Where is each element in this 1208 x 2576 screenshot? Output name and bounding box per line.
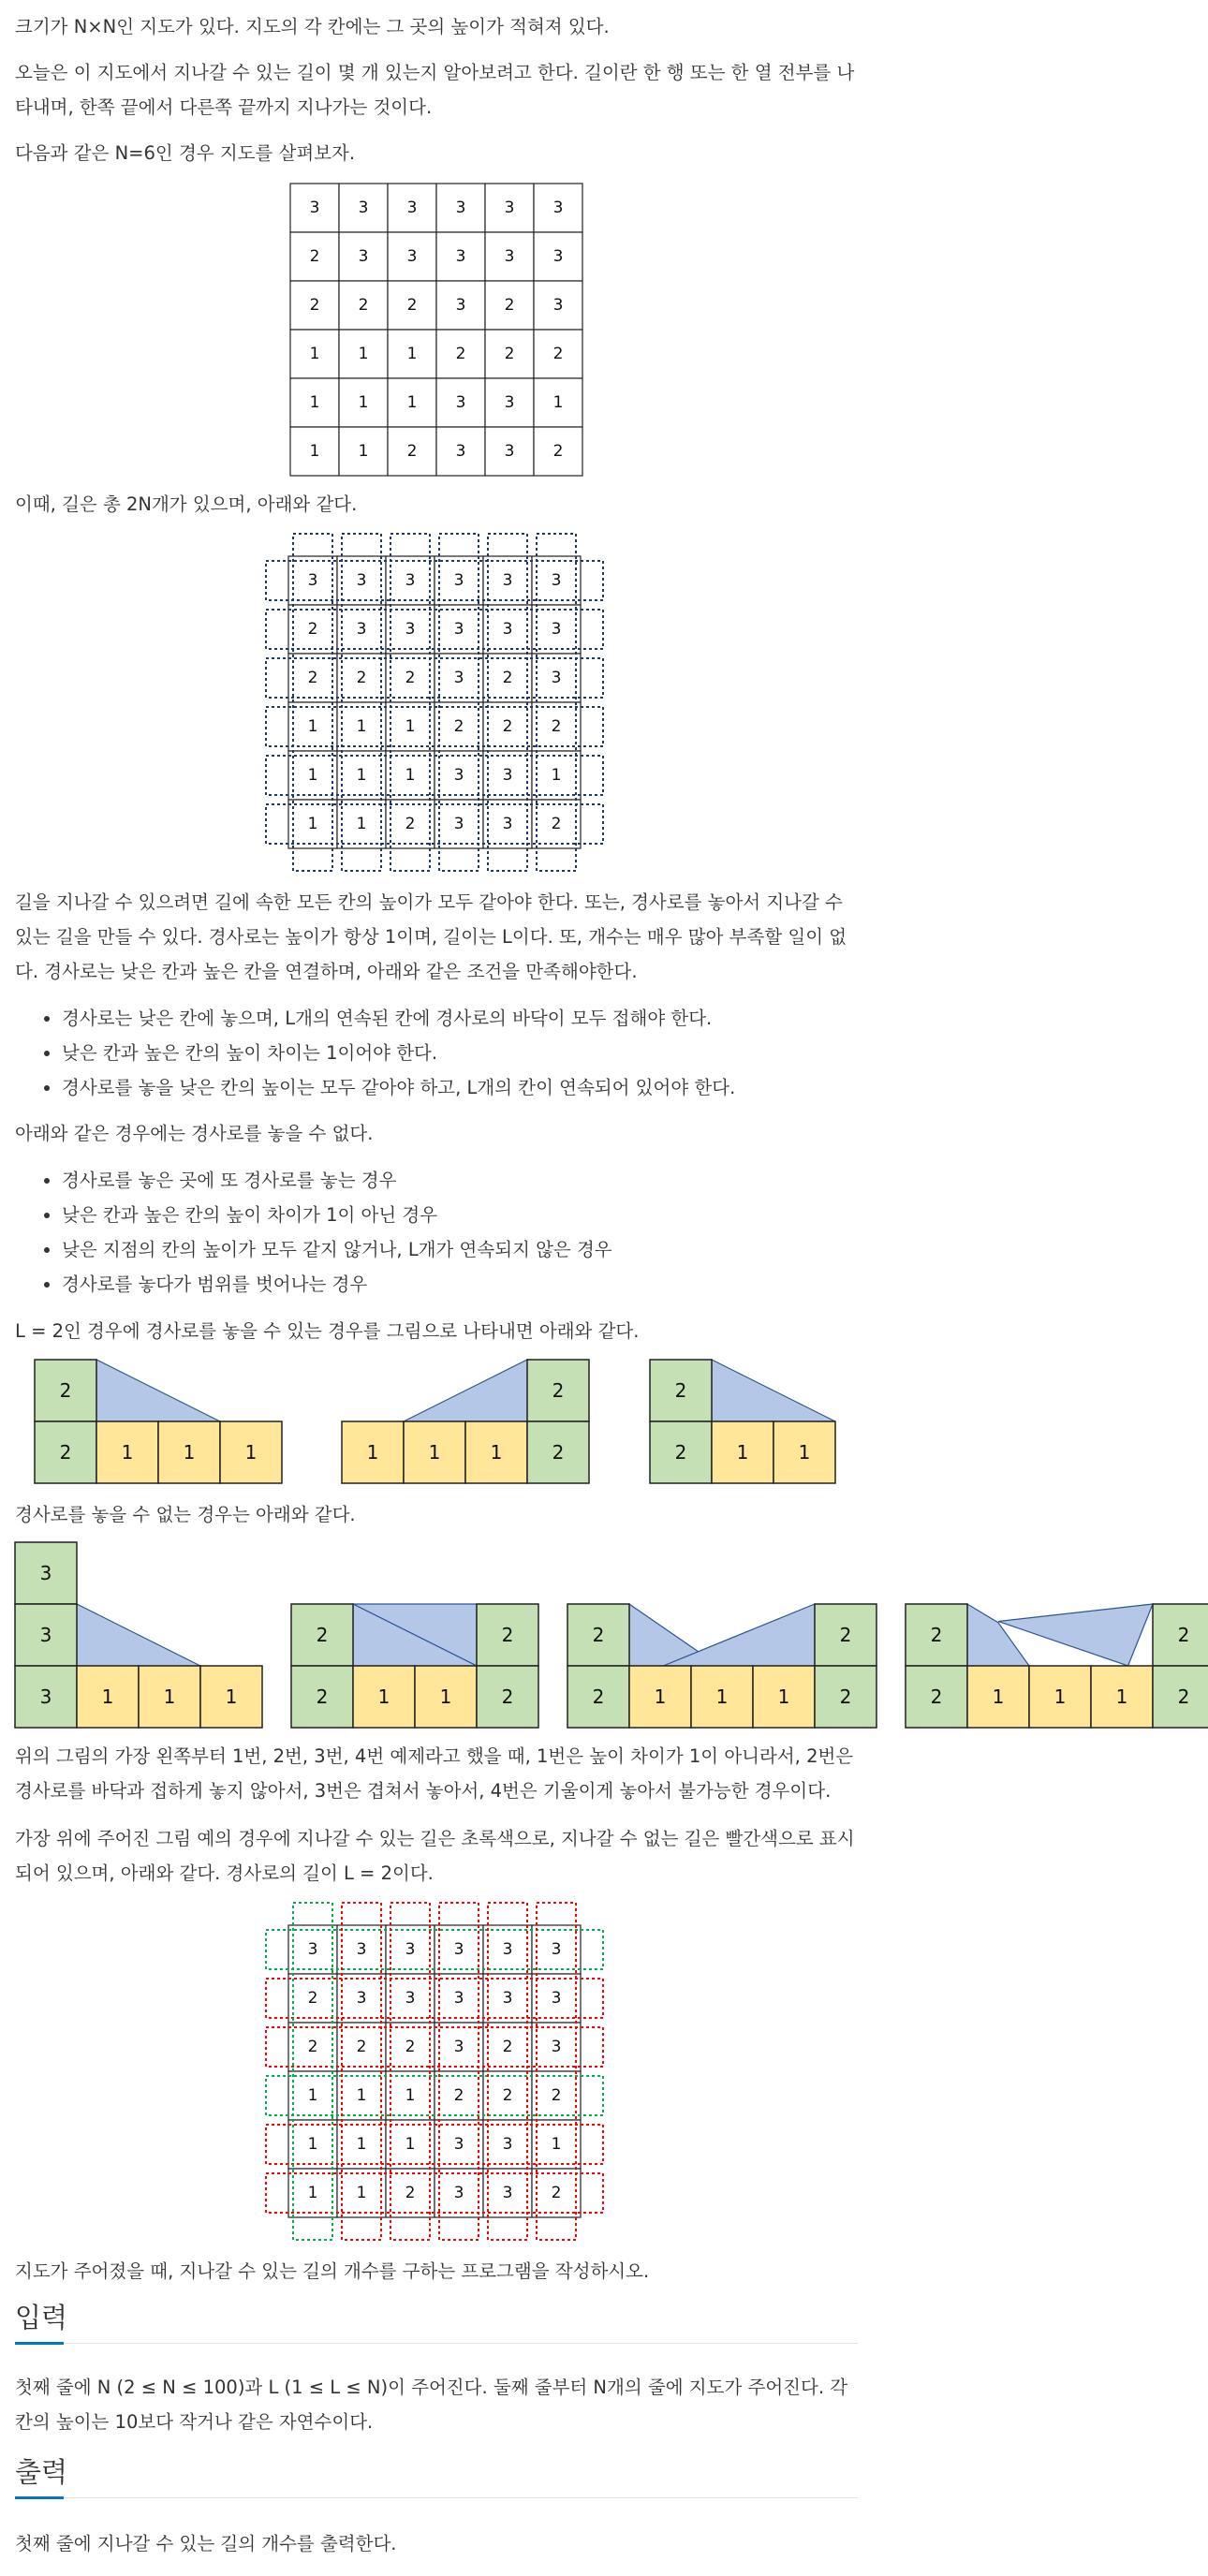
map-cell-value: 1	[356, 2184, 367, 2202]
map-cell-value: 2	[406, 296, 418, 315]
map-cell-value: 1	[307, 717, 318, 736]
map-cell-value: 1	[358, 393, 369, 412]
map-cell-value: 3	[405, 1940, 416, 1959]
map-cell-value: 3	[551, 2038, 562, 2056]
map-cell-value: 3	[356, 620, 367, 639]
all-roads-figure	[262, 530, 611, 878]
map-cell-value: 2	[455, 345, 466, 363]
input-heading-divider	[15, 2343, 858, 2344]
output-heading-accent	[15, 2496, 64, 2499]
impossible-cases-list	[15, 1163, 905, 1302]
map-cell-value: 3	[551, 571, 562, 590]
map-cell-value: 3	[502, 766, 513, 785]
slope-rules-paragraph: 길을 지나갈 수 있으려면 길에 속한 모든 칸의 높이가 모두 같아야 한다. 또는, 경사로를 놓아서 지나갈 수 있는 길을 만들 수 있다. 경사로는 높이가 항상 1이며, 길이는 L이다. 또, 개수는 매우 많아 부족할 일이 없다. 경사로는 낮은 칸과 높은 칸을 연결하며, 아래와 같은 조건을 만족해야한다.	[15, 891, 847, 982]
map-cell-value: 3	[502, 571, 513, 590]
height-block-value: 2	[59, 1379, 72, 1402]
output-description: 첫째 줄에 지나갈 수 있는 길의 개수를 출력한다.	[15, 2533, 397, 2554]
map-cell-value: 3	[453, 571, 464, 590]
map-cell-value: 1	[405, 717, 416, 736]
height-block-value: 2	[316, 1624, 329, 1646]
slope-ramp	[96, 1360, 220, 1421]
map-cell-value: 3	[406, 247, 418, 266]
impossible-case-item: • 낮은 칸과 높은 칸의 높이 차이가 1이 아닌 경우	[62, 1198, 905, 1232]
map-cell-value: 3	[356, 1940, 367, 1959]
map-cell-value: 2	[307, 1989, 318, 2008]
impossible-case-item: • 낮은 지점의 칸의 높이가 모두 같지 않거나, L개가 연속되지 않은 경우	[62, 1232, 905, 1267]
height-block-value: 2	[316, 1685, 329, 1708]
map-cell-value: 3	[504, 393, 515, 412]
map-cell-value: 2	[405, 815, 416, 833]
output-heading: 출력	[15, 2456, 68, 2488]
height-block-value: 2	[592, 1685, 605, 1708]
height-block-value: 2	[674, 1379, 687, 1402]
height-block-value: 2	[930, 1624, 943, 1646]
map-cell-value: 3	[502, 1940, 513, 1959]
map-cell-value: 2	[405, 2184, 416, 2202]
map-cell-value: 2	[502, 2038, 513, 2056]
map-cell-value: 2	[502, 669, 513, 687]
condition-item: • 경사로는 낮은 칸에 놓으며, L개의 연속된 칸에 경사로의 바닥이 모두 접해야 한다.	[62, 1001, 905, 1036]
height-block-value: 1	[736, 1441, 749, 1464]
map-cell-value: 1	[307, 815, 318, 833]
map-cell-value: 3	[502, 2135, 513, 2154]
map-cell-value: 3	[453, 669, 464, 687]
map-cell-value: 2	[405, 669, 416, 687]
task-paragraph: 지도가 주어졌을 때, 지나갈 수 있는 길의 개수를 구하는 프로그램을 작성하시오.	[15, 2260, 650, 2282]
slope-ramp	[404, 1360, 527, 1421]
map-cell-value: 1	[551, 766, 562, 785]
height-block-value: 3	[39, 1562, 52, 1584]
height-block-value: 1	[183, 1441, 196, 1464]
input-heading: 입력	[15, 2302, 68, 2333]
slope-ramp	[663, 1604, 815, 1666]
map-cell-value: 3	[502, 815, 513, 833]
map-cell-value: 3	[551, 1940, 562, 1959]
map-cell-value: 2	[552, 442, 564, 461]
intro-paragraph: 크기가 N×N인 지도가 있다. 지도의 각 칸에는 그 곳의 높이가 적혀져 있다.	[15, 16, 610, 37]
map-cell-value: 1	[551, 2135, 562, 2154]
map-cell-value: 3	[552, 247, 564, 266]
map-cell-value: 1	[307, 766, 318, 785]
height-block-value: 1	[366, 1441, 379, 1464]
slope-conditions-list	[15, 1001, 905, 1105]
height-block-value: 1	[428, 1441, 441, 1464]
map-cell-value: 2	[307, 620, 318, 639]
map-cell-value: 2	[551, 717, 562, 736]
height-block-value: 3	[39, 1624, 52, 1646]
map-cell-value: 3	[307, 1940, 318, 1959]
condition-item: • 낮은 칸과 높은 칸의 높이 차이는 1이어야 한다.	[62, 1036, 905, 1070]
slope-ramp	[712, 1360, 835, 1421]
map-cell-value: 3	[405, 571, 416, 590]
map-cell-value: 2	[309, 247, 320, 266]
map-cell-value: 3	[309, 199, 320, 217]
color-legend-paragraph: 가장 위에 주어진 그림 예의 경우에 지나갈 수 있는 길은 초록색으로, 지나갈 수 없는 길은 빨간색으로 표시되어 있으며, 아래와 같다. 경사로의 길이 L = 2이다.	[15, 1828, 855, 1884]
height-block-value: 1	[163, 1685, 176, 1708]
height-block-value: 2	[501, 1685, 514, 1708]
height-block-value: 1	[777, 1685, 790, 1708]
map-cell-value: 3	[453, 766, 464, 785]
height-block-value: 2	[552, 1441, 565, 1464]
height-block-value: 1	[244, 1441, 258, 1464]
height-block-value: 2	[59, 1441, 72, 1464]
height-block-value: 2	[552, 1379, 565, 1402]
map-cell-value: 3	[453, 2135, 464, 2154]
map-cell-value: 1	[405, 766, 416, 785]
map-cell-value: 2	[307, 669, 318, 687]
height-block-value: 2	[674, 1441, 687, 1464]
height-block-value: 1	[992, 1685, 1005, 1708]
map-cell-value: 2	[551, 2184, 562, 2202]
map-cell-value: 3	[453, 2038, 464, 2056]
map-cell-value: 3	[453, 1989, 464, 2008]
roads-definition-paragraph: 오늘은 이 지도에서 지나갈 수 있는 길이 몇 개 있는지 알아보려고 한다. 길이란 한 행 또는 한 열 전부를 나타내며, 한쪽 끝에서 다른쪽 끝까지 지나가는 것이다.	[15, 62, 855, 118]
impossible-case-item: • 경사로를 놓은 곳에 또 경사로를 놓는 경우	[62, 1163, 905, 1198]
possible-slopes-figure	[0, 1356, 899, 1487]
map-cell-value: 2	[405, 2038, 416, 2056]
map-cell-value: 1	[309, 442, 320, 461]
impossible-slopes-paragraph: 경사로를 놓을 수 없는 경우는 아래와 같다.	[15, 1504, 356, 1525]
input-description: 첫째 줄에 N (2 ≤ N ≤ 100)과 L (1 ≤ L ≤ N)이 주어진다. 둘째 줄부터 N개의 줄에 지도가 주어진다. 각 칸의 높이는 10보다 작거나 같은 자연수이다.	[15, 2377, 848, 2433]
height-block-value: 2	[592, 1624, 605, 1646]
map-cell-value: 1	[356, 2086, 367, 2105]
map-cell-value: 1	[309, 345, 320, 363]
height-block-value: 1	[490, 1441, 503, 1464]
map-cell-value: 3	[405, 1989, 416, 2008]
map-cell-value: 1	[309, 393, 320, 412]
map-cell-value: 3	[455, 247, 466, 266]
map-cell-value: 1	[307, 2086, 318, 2105]
map-cell-value: 1	[307, 2184, 318, 2202]
map-cell-value: 1	[356, 815, 367, 833]
map-cell-value: 3	[551, 669, 562, 687]
map-cell-value: 1	[405, 2086, 416, 2105]
impossible-slopes-figure	[0, 1540, 1208, 1732]
map-cell-value: 3	[504, 442, 515, 461]
examples-explanation-paragraph: 위의 그림의 가장 왼쪽부터 1번, 2번, 3번, 4번 예제라고 했을 때, 1번은 높이 차이가 1이 아니라서, 2번은 경사로를 바닥과 접하게 놓지 않아서, 3번은 겹쳐서 놓아서, 4번은 기울이게 놓아서 불가능한 경우이다.	[15, 1745, 854, 1802]
map-cell-value: 1	[552, 393, 564, 412]
result-roads-figure	[262, 1899, 611, 2247]
height-block-value: 1	[225, 1685, 238, 1708]
height-block-value: 1	[654, 1685, 667, 1708]
map-cell-value: 2	[453, 717, 464, 736]
height-block-value: 1	[1115, 1685, 1128, 1708]
map-cell-value: 2	[551, 2086, 562, 2105]
height-block-value: 2	[1177, 1685, 1190, 1708]
map-cell-value: 1	[406, 393, 418, 412]
condition-item: • 경사로를 놓을 낮은 칸의 높이는 모두 같아야 하고, L개의 칸이 연속되어 있어야 한다.	[62, 1070, 905, 1105]
map-cell-value: 2	[502, 2086, 513, 2105]
input-heading-accent	[15, 2342, 64, 2345]
map-cell-value: 2	[504, 345, 515, 363]
map-cell-value: 1	[356, 717, 367, 736]
slope-ramp	[967, 1604, 1029, 1666]
output-heading-divider	[15, 2497, 858, 2498]
slope-ramp	[77, 1604, 200, 1666]
height-block-value: 2	[930, 1685, 943, 1708]
map-cell-value: 3	[453, 2184, 464, 2202]
map-cell-value: 3	[453, 1940, 464, 1959]
roads-count-paragraph: 이때, 길은 총 2N개가 있으며, 아래와 같다.	[15, 493, 358, 515]
height-block-value: 1	[798, 1441, 811, 1464]
map-cell-value: 3	[453, 815, 464, 833]
map-cell-value: 3	[455, 442, 466, 461]
height-block-value: 2	[501, 1624, 514, 1646]
map-cell-value: 2	[406, 442, 418, 461]
map-cell-value: 3	[455, 296, 466, 315]
map-cell-value: 2	[309, 296, 320, 315]
map-cell-value: 3	[502, 620, 513, 639]
height-block-value: 2	[1177, 1624, 1190, 1646]
map-cell-value: 1	[358, 442, 369, 461]
height-block-value: 3	[39, 1685, 52, 1708]
map-cell-value: 3	[406, 199, 418, 217]
map-cell-value: 1	[406, 345, 418, 363]
map-cell-value: 2	[356, 669, 367, 687]
height-block-value: 1	[439, 1685, 452, 1708]
map-cell-value: 2	[504, 296, 515, 315]
height-block-value: 1	[121, 1441, 134, 1464]
map-cell-value: 3	[551, 1989, 562, 2008]
height-map-figure	[288, 182, 584, 478]
map-cell-value: 3	[552, 199, 564, 217]
map-cell-value: 3	[453, 620, 464, 639]
map-cell-value: 2	[453, 2086, 464, 2105]
map-cell-value: 3	[455, 199, 466, 217]
map-cell-value: 2	[552, 345, 564, 363]
map-cell-value: 3	[356, 1989, 367, 2008]
map-cell-value: 3	[405, 620, 416, 639]
map-cell-value: 1	[356, 2135, 367, 2154]
height-block-value: 1	[715, 1685, 729, 1708]
map-cell-value: 3	[356, 571, 367, 590]
impossible-case-item: • 경사로를 놓다가 범위를 벗어나는 경우	[62, 1267, 905, 1302]
possible-slopes-paragraph: L = 2인 경우에 경사로를 놓을 수 있는 경우를 그림으로 나타내면 아래와 같다.	[15, 1320, 640, 1342]
map-cell-value: 3	[455, 393, 466, 412]
map-cell-value: 3	[502, 2184, 513, 2202]
map-cell-value: 3	[504, 247, 515, 266]
map-cell-value: 2	[551, 815, 562, 833]
example-intro-paragraph: 다음과 같은 N=6인 경우 지도를 살펴보자.	[15, 142, 356, 164]
height-block-value: 2	[839, 1685, 852, 1708]
map-cell-value: 3	[552, 296, 564, 315]
map-cell-value: 2	[307, 2038, 318, 2056]
height-block-value: 1	[1053, 1685, 1067, 1708]
impossible-intro-paragraph: 아래와 같은 경우에는 경사로를 놓을 수 없다.	[15, 1123, 374, 1144]
map-cell-value: 2	[356, 2038, 367, 2056]
height-block-value: 1	[101, 1685, 114, 1708]
map-cell-value: 1	[307, 2135, 318, 2154]
map-cell-value: 3	[358, 199, 369, 217]
map-cell-value: 2	[358, 296, 369, 315]
height-block-value: 1	[377, 1685, 390, 1708]
map-cell-value: 3	[504, 199, 515, 217]
map-cell-value: 3	[358, 247, 369, 266]
map-cell-value: 2	[502, 717, 513, 736]
map-cell-value: 3	[307, 571, 318, 590]
map-cell-value: 3	[551, 620, 562, 639]
map-cell-value: 1	[356, 766, 367, 785]
map-cell-value: 1	[405, 2135, 416, 2154]
height-block-value: 2	[839, 1624, 852, 1646]
map-cell-value: 3	[502, 1989, 513, 2008]
map-cell-value: 1	[358, 345, 369, 363]
